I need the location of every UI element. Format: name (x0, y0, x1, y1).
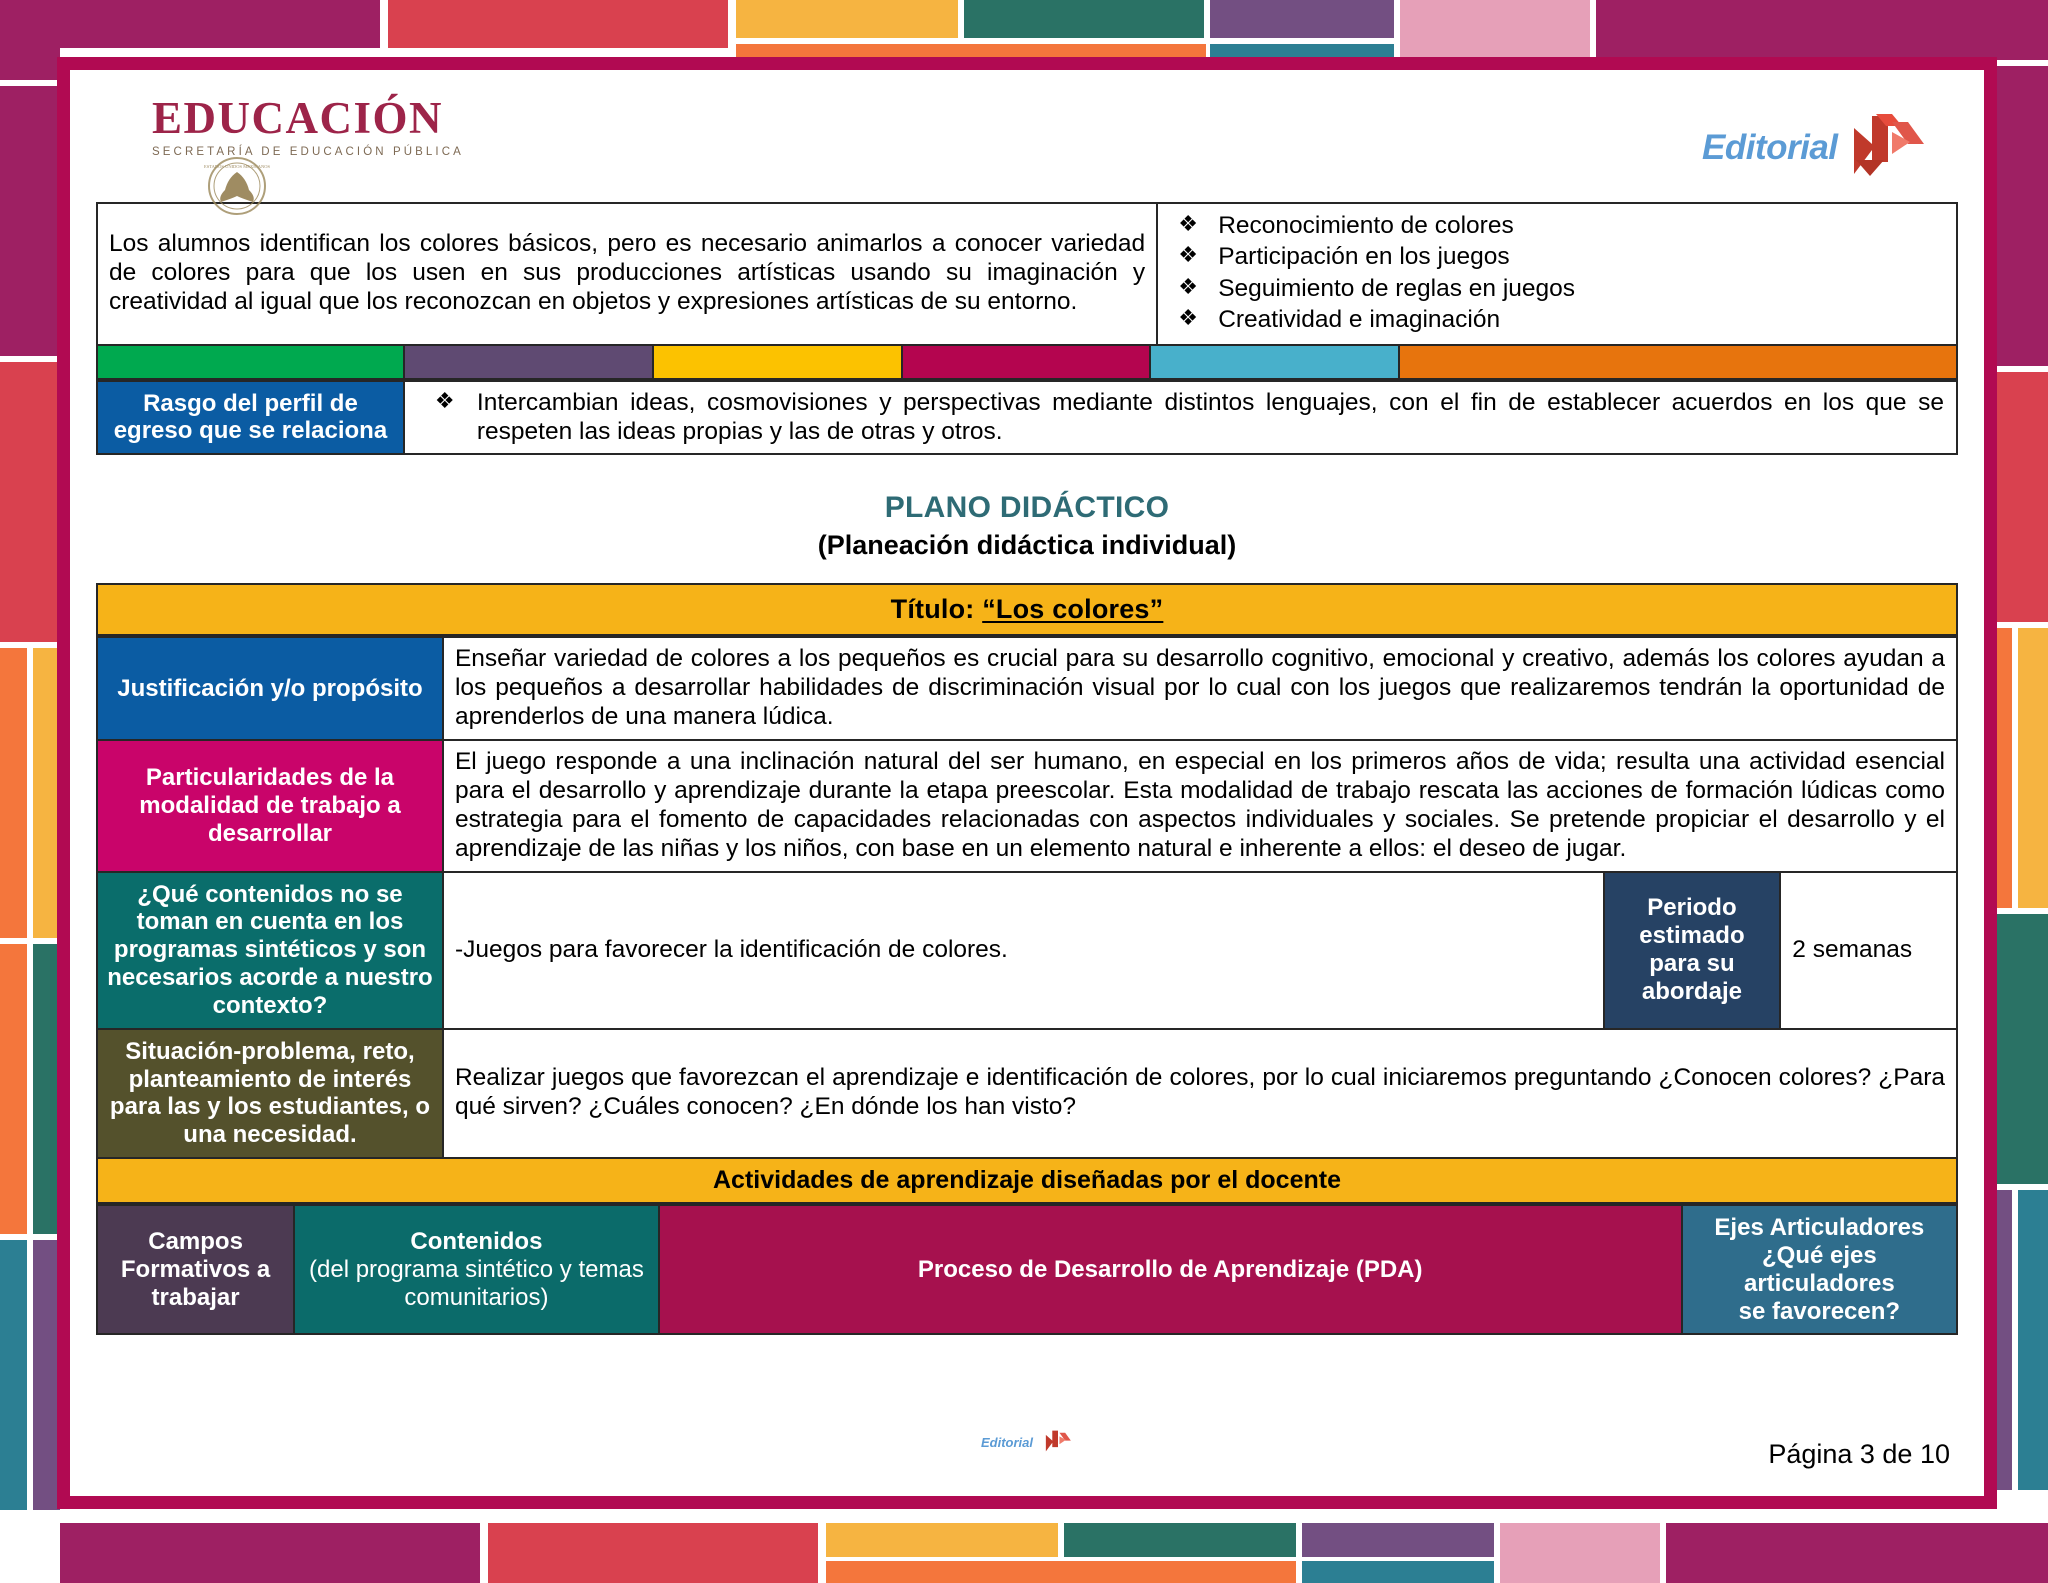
diagnostic-bullets-cell (1157, 203, 1957, 345)
list-item (1158, 242, 1945, 271)
deco-block (0, 86, 60, 356)
rasgo-bullet-label: Intercambian ideas, cosmovisiones y perspectivas mediante distintos lenguajes, con el fin de establecer acuerdos en los que se respeten las ideas propias y las de otras y otros. (476, 389, 1944, 446)
col-contenidos-line2: (del programa sintético y temas (309, 1255, 644, 1283)
list-item (1158, 305, 1945, 334)
deco-block (1302, 1523, 1494, 1557)
col-ejes-line1: Ejes Articuladores (1714, 1214, 1925, 1242)
col-contenidos-line3: comunitarios) (404, 1283, 549, 1311)
color-swatch-cyan (1151, 346, 1400, 378)
sep-logo-subtitle: SECRETARÍA DE EDUCACIÓN PÚBLICA (152, 146, 464, 158)
color-swatch-gold (654, 346, 903, 378)
deco-block (0, 0, 60, 80)
rasgo-label-cell: Rasgo del perfil de egreso que se relaciona (97, 381, 404, 455)
rasgo-bullet (405, 382, 1956, 453)
deco-block (60, 1523, 480, 1583)
list-item-label: Participación en los juegos (1218, 243, 1510, 271)
list-item-label: Creatividad e imaginación (1218, 306, 1501, 334)
color-swatch-green (98, 346, 405, 378)
deco-block (964, 0, 1204, 38)
deco-block (0, 648, 27, 938)
list-item (1158, 211, 1945, 240)
table-row (97, 1205, 1957, 1334)
deco-block (1596, 0, 2048, 60)
diamond-bullet-icon: ❖ (1178, 273, 1198, 299)
document-page (57, 57, 1997, 1509)
col-campos-line1: Campos (148, 1227, 243, 1255)
col-contenidos (294, 1205, 659, 1334)
sep-logo-title: EDUCACIÓN (152, 93, 444, 143)
diamond-bullet-icon: ❖ (1178, 242, 1198, 268)
titulo-prefix: Título: (890, 594, 983, 625)
justificacion-label-cell: Justificación y/o propósito (97, 637, 443, 740)
deco-block (33, 1240, 60, 1510)
plano-didactico-heading (96, 491, 1958, 561)
deco-block (826, 1523, 1058, 1557)
periodo-label-cell: Periodo estimado para su abordaje (1604, 872, 1781, 1029)
list-item-label: Reconocimiento de colores (1218, 212, 1514, 239)
footer-md-arrow-icon (1043, 1428, 1073, 1454)
col-ejes-line3: se favorecen? (1738, 1297, 1901, 1325)
col-pda: Proceso de Desarrollo de Aprendizaje (PDA) (659, 1205, 1682, 1334)
deco-block (1064, 1523, 1296, 1557)
footer-logo-wordmark: Editorial (981, 1435, 1034, 1450)
col-campos-formativos (97, 1205, 294, 1334)
col-campos-line3: trabajar (151, 1283, 240, 1311)
table-row-contenidos (97, 872, 1957, 1029)
list-item-label: Seguimiento de reglas en juegos (1218, 274, 1576, 302)
color-swatch-orange (1400, 346, 1956, 378)
periodo-value-cell: 2 semanas (1780, 872, 1957, 1029)
deco-block (0, 944, 27, 1234)
footer-editorial-md-logo (981, 1428, 1073, 1454)
page-title: PLANO DIDÁCTICO (884, 491, 1170, 525)
svg-text:ESTADOS UNIDOS MEXICANOS: ESTADOS UNIDOS MEXICANOS (204, 164, 270, 169)
table-row-situacion (97, 1029, 1957, 1158)
col-contenidos-line1: Contenidos (410, 1227, 543, 1255)
diamond-bullet-icon: ❖ (434, 388, 455, 413)
particularidades-text-cell: El juego responde a una inclinación natural del ser humano, en especial en los primeros años de vida; resulta una actividad esencial para el desarrollo y aprendizaje durante la etapa preescolar. Esta modalidad de trabajo rescata las acciones de formación lúdicas como estrategia para el fomento de capacidades relacionadas con aspectos individuales y sociales. Se pretende propiciar el desarrollo y el aprendizaje de las niñas y los niños, con base en un elemento natural e inherente a ellos: el deseo de jugar. (443, 740, 1957, 872)
color-strip (96, 346, 1958, 380)
diagnostic-bullet-list (1158, 211, 1945, 335)
col-ejes-articuladores (1682, 1205, 1957, 1334)
rasgo-text-cell (404, 381, 1957, 455)
deco-block (736, 0, 958, 38)
particularidades-label-cell: Particularidades de la modalidad de trabajo a desarrollar (97, 740, 443, 872)
color-swatch-purple (405, 346, 654, 378)
document-header (96, 84, 1958, 202)
situacion-text-cell: Realizar juegos que favorezcan el aprendizaje e identificación de colores, por lo cual iniciaremos preguntando ¿Conocen colores? ¿Para qué sirven? ¿Cuáles conocen? ¿En dónde los han visto? (443, 1029, 1957, 1158)
deco-block (1500, 1523, 1660, 1583)
editorial-md-wordmark: Editorial (1702, 128, 1838, 167)
table-row (97, 381, 1957, 455)
sep-logo (152, 93, 464, 158)
justificacion-text-cell: Enseñar variedad de colores a los pequeños es crucial para su desarrollo cognitivo, emocional y creativo, además los colores ayudan a los pequeños a desarrollar habilidades de discriminación visual por lo cual con los juegos que realizaremos tendrán la oportunidad de aprenderlos de una manera lúdica. (443, 637, 1957, 740)
mexican-coat-of-arms-icon (201, 156, 273, 216)
table-row (97, 203, 1957, 345)
table-row-particularidades (97, 740, 1957, 872)
diamond-bullet-icon: ❖ (1178, 211, 1198, 236)
activities-header-table (96, 1204, 1958, 1335)
situacion-label-cell: Situación-problema, reto, planteamiento de interés para las y los estudiantes, o una necesidad. (97, 1029, 443, 1158)
deco-block (1302, 1561, 1494, 1583)
deco-block (488, 1523, 818, 1583)
deco-block (1400, 0, 1590, 60)
deco-block (2018, 1190, 2048, 1490)
diagnostic-text-cell: Los alumnos identifican los colores básicos, pero es necesario animarlos a conocer variedad de colores para que los usen en sus producciones artísticas usando su imaginación y creatividad al igual que los reconozcan en objetos y expresiones artísticas de su entorno. (97, 203, 1157, 345)
deco-block (0, 362, 60, 642)
diamond-bullet-icon: ❖ (1178, 305, 1198, 331)
diagnostic-table (96, 202, 1958, 346)
deco-block (33, 944, 60, 1234)
color-swatch-magenta (903, 346, 1152, 378)
table-row-justificacion (97, 637, 1957, 740)
document-footer (96, 1402, 1958, 1482)
rasgo-table (96, 380, 1958, 456)
contenidos-label-cell: ¿Qué contenidos no se toman en cuenta en los programas sintéticos y son necesarios acorde a nuestro contexto? (97, 872, 443, 1029)
col-campos-line2: Formativos a (120, 1255, 271, 1283)
deco-block (826, 1561, 1296, 1583)
page-number: Página 3 de 10 (1768, 1439, 1950, 1469)
titulo-bar (96, 583, 1958, 636)
col-ejes-line2: ¿Qué ejes articuladores (1743, 1241, 1895, 1297)
deco-block (2018, 628, 2048, 908)
deco-block (1666, 1523, 2048, 1583)
deco-block (33, 648, 60, 938)
page-subtitle: (Planeación didáctica individual) (817, 530, 1237, 561)
list-item (1158, 274, 1945, 303)
deco-block (388, 0, 728, 48)
editorial-md-logo (1702, 110, 1930, 180)
editorial-md-arrow-icon (1846, 110, 1930, 180)
deco-block (0, 1240, 27, 1510)
activities-banner: Actividades de aprendizaje diseñadas por el docente (96, 1159, 1958, 1204)
contenidos-text-cell: -Juegos para favorecer la identificación de colores. (443, 872, 1604, 1029)
deco-block (1210, 0, 1394, 38)
titulo-value: “Los colores” (982, 594, 1164, 625)
plan-table (96, 636, 1958, 1159)
